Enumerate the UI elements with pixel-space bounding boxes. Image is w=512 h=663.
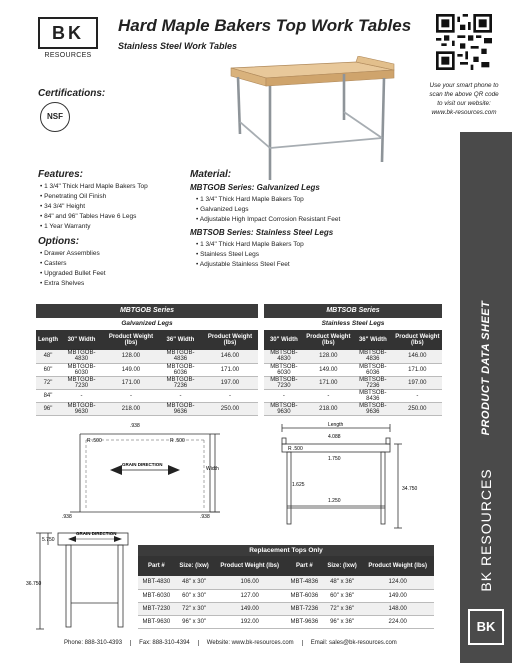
dim-bottom-right: .938 [200,514,210,520]
cell: 72" x 36" [323,602,362,615]
cell: 48" x 36" [323,576,362,589]
col-header: Size: (lxw) [323,556,362,576]
cell: 148.00 [361,602,434,615]
cell: 96" x 36" [323,615,362,628]
cell: MBTGOB-9636 [159,402,202,415]
col-header: Product Weight (lbs) [304,330,353,350]
dim-bottom-left: .938 [62,514,72,520]
mbtsob-series-header: MBTSOB Series [264,304,442,318]
mbtsob-table [264,330,442,416]
cell: MBT-4836 [286,576,323,589]
dim-width: Width [206,466,219,472]
mbtgob-table [36,330,258,416]
cell: 48" x 30" [175,576,214,589]
feature-item: • Penetrating Oil Finish [40,192,148,202]
product-data-sheet-label: PRODUCT DATA SHEET [480,300,492,436]
material-item: • Stainless Steel Legs [196,250,304,260]
feature-item: • 34 3/4" Height [40,202,148,212]
cell: - [103,389,159,402]
cell: MBTGOB-4830 [60,350,103,363]
table-row [138,615,434,628]
cell: 149.00 [304,363,353,376]
cell: 72" [36,376,60,389]
cell: MBTGOB-9630 [60,402,103,415]
nsf-badge-icon: NSF [40,102,70,132]
dim-r-right: R .500 [170,438,185,444]
work-table-image [226,56,396,184]
cell: 124.00 [361,576,434,589]
mbtsob-heading: MBTSOB Series: Stainless Steel Legs [190,228,334,237]
cell: MBTSOB-6030 [264,363,304,376]
col-header: 30" Width [264,330,304,350]
brand-logo: BK [38,17,98,49]
col-header: Product Weight (lbs) [213,556,286,576]
col-header: Product Weight (lbs) [361,556,434,576]
cell: MBT-6036 [286,589,323,602]
mbtsob-list [196,240,304,270]
cell: 128.00 [304,350,353,363]
col-header: Part # [286,556,323,576]
dim-36750: 36.750 [26,581,42,587]
cell: - [60,389,103,402]
dim-4088: 4.088 [328,434,341,440]
qr-instructions: Use your smart phone to scan the above QR code to visit our website: www.bk-resources.com [429,82,499,117]
cell: 149.00 [103,363,159,376]
table-row [264,402,442,415]
cell: MBTSOB-9630 [264,402,304,415]
cell: 128.00 [103,350,159,363]
side-view-diagram [262,420,442,532]
col-header: Size: (lxw) [175,556,214,576]
cell: 171.00 [393,363,442,376]
cell: MBTSOB-4830 [264,350,304,363]
table-row [36,363,258,376]
material-item: • Adjustable High Impact Corrosion Resistant Feet [196,215,340,225]
material-heading: Material: [190,169,232,180]
grain-direction-label: GRAIN DIRECTION [122,462,163,467]
cell: - [393,389,442,402]
certifications-heading: Certifications: [38,88,106,99]
dim-r-left: R .500 [87,438,102,444]
dim-r500: R .500 [288,446,303,452]
option-item: • Casters [40,259,106,269]
cell: MBTGOB-6030 [60,363,103,376]
right-sidebar [460,132,512,663]
cell: 197.00 [202,376,258,389]
cell: 250.00 [393,402,442,415]
cell: - [159,389,202,402]
page-title: Hard Maple Bakers Top Work Tables [118,16,412,35]
col-header: Product Weight (lbs) [103,330,159,350]
cell: 171.00 [304,376,353,389]
table-row [264,376,442,389]
col-header: 30" Width [60,330,103,350]
qr-code-icon[interactable] [436,14,492,70]
option-item: • Upgraded Bullet Feet [40,269,106,279]
cell: MBT-4830 [138,576,175,589]
options-list [40,249,106,289]
cell: 146.00 [202,350,258,363]
cell: 60" [36,363,60,376]
cell: MBT-7230 [138,602,175,615]
cell: MBTSOB-6036 [353,363,393,376]
grain-direction-label: GRAIN DIRECTION [76,531,117,536]
cell: MBTSOB-9636 [353,402,393,415]
table-row [36,389,258,402]
table-row [36,376,258,389]
cell: 60" x 36" [323,589,362,602]
col-header: Length [36,330,60,350]
features-list [40,182,148,232]
cell: MBTSOB-7236 [353,376,393,389]
cell: 96" x 30" [175,615,214,628]
cell: 106.00 [213,576,286,589]
material-item: • Adjustable Stainless Steel Feet [196,260,304,270]
stainless-legs-label: Stainless Steel Legs [321,320,385,327]
cell: MBTGOB-7230 [60,376,103,389]
cell: MBTGOB-4836 [159,350,202,363]
cell: 197.00 [393,376,442,389]
cell: - [202,389,258,402]
cell: MBTSOB-8436 [353,389,393,402]
mbtgob-heading: MBTGOB Series: Galvanized Legs [190,183,320,192]
cell: - [304,389,353,402]
options-heading: Options: [38,236,80,247]
cell: MBT-9630 [138,615,175,628]
dim-length: Length [328,422,344,428]
front-view-diagram [26,525,136,635]
dim-1250: 1.250 [328,498,341,504]
table-row [264,363,442,376]
sidebar-brand: BK RESOURCES [478,468,494,592]
cell: 149.00 [361,589,434,602]
option-item: • Drawer Assemblies [40,249,106,259]
cell: 218.00 [103,402,159,415]
footer-email[interactable]: Email: sales@bk-resources.com [302,640,397,646]
feature-item: • 84" and 96" Tables Have 6 Legs [40,212,148,222]
material-item: • 1 3/4" Thick Hard Maple Bakers Top [196,240,304,250]
material-item: • 1 3/4" Thick Hard Maple Bakers Top [196,195,340,205]
dim-1625: 1.625 [292,482,305,488]
page-subtitle: Stainless Steel Work Tables [118,41,238,51]
cell: 48" [36,350,60,363]
cell: 149.00 [213,602,286,615]
feature-item: • 1 3/4" Thick Hard Maple Bakers Top [40,182,148,192]
dim-5750: 5.750 [42,537,55,543]
table-row [36,350,258,363]
cell: 192.00 [213,615,286,628]
cell: 250.00 [202,402,258,415]
cell: 127.00 [213,589,286,602]
mbtgob-series-header: MBTGOB Series [36,304,258,318]
cell: MBTSOB-7230 [264,376,304,389]
dim-1750: 1.750 [328,456,341,462]
material-item: • Galvanized Legs [196,205,340,215]
cell: 72" x 30" [175,602,214,615]
footer-website[interactable]: Website: www.bk-resources.com [198,640,294,646]
option-item: • Extra Shelves [40,279,106,289]
cell: MBTSOB-4836 [353,350,393,363]
dim-34750: 34.750 [402,486,418,492]
table-row [138,576,434,589]
cell: 171.00 [103,376,159,389]
cell: 146.00 [393,350,442,363]
cell: MBT-9636 [286,615,323,628]
cell: 84" [36,389,60,402]
table-row [264,350,442,363]
cell: MBTGOB-6036 [159,363,202,376]
mbtgob-list [196,195,340,225]
footer-fax: Fax: 888-310-4394 [130,640,190,646]
cell: 171.00 [202,363,258,376]
brand-logo-sub: RESOURCES [44,52,92,59]
replacement-tops-header: Replacement Tops Only [138,545,434,556]
feature-item: • 1 Year Warranty [40,222,148,232]
col-header: 36" Width [159,330,202,350]
cell: MBT-7236 [286,602,323,615]
cell: 224.00 [361,615,434,628]
dim-top: .938 [130,423,140,429]
cell: MBTGOB-7236 [159,376,202,389]
col-header: Product Weight (lbs) [393,330,442,350]
cell: - [264,389,304,402]
col-header: 36" Width [353,330,393,350]
sidebar-logo: BK [468,609,504,645]
footer [64,640,444,646]
table-row [138,589,434,602]
galvanized-legs-label: Galvanized Legs [121,320,173,327]
table-row [138,602,434,615]
replacement-tops-table [138,556,434,629]
table-row [36,402,258,415]
col-header: Product Weight (lbs) [202,330,258,350]
cell: 218.00 [304,402,353,415]
col-header: Part # [138,556,175,576]
footer-phone[interactable]: Phone: 888-310-4393 [64,640,123,646]
table-row [264,389,442,402]
features-heading: Features: [38,169,84,180]
cell: 96" [36,402,60,415]
cell: 60" x 30" [175,589,214,602]
top-view-diagram [60,420,235,520]
cell: MBT-6030 [138,589,175,602]
